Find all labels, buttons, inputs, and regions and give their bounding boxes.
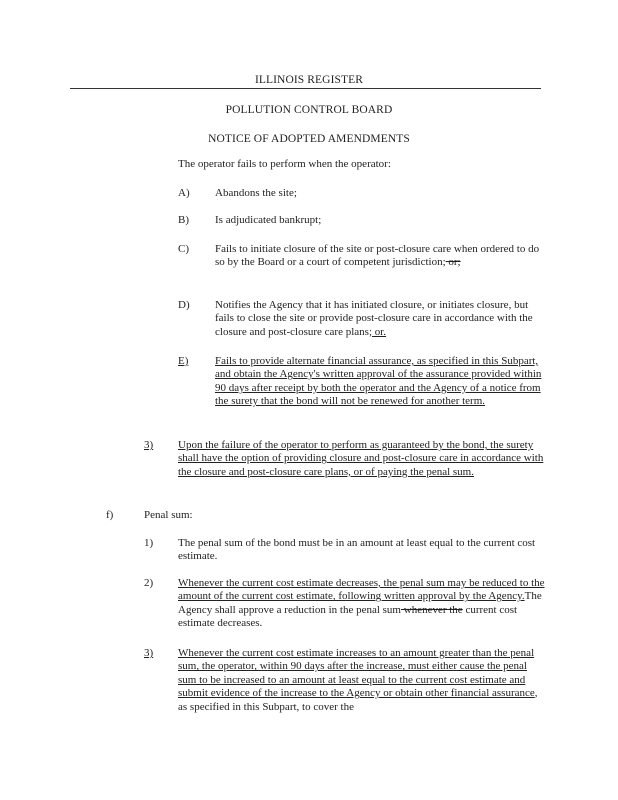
item-d-paragraph [215,299,545,339]
f-item-2-label: 2) [144,577,154,589]
item-d-added: or. [372,325,387,338]
item-a-label: A) [178,187,190,199]
section-f-title: Penal sum: [144,509,193,521]
item-e-text: Fails to provide alternate financial assurance, as specified in this Subpart, and obtain the Agency's written approval of the assurance provided within 90 days after receipt by both the operator and the Agency of a notice from the surety that the bond will not be renewed for another term. [215,355,542,408]
item-c-label: C) [178,243,189,255]
item-c-struck: or; [445,256,461,269]
register-title: ILLINOIS REGISTER [254,74,364,86]
item-e-label: E) [178,355,189,367]
notice-title: NOTICE OF ADOPTED AMENDMENTS [208,133,410,145]
item-3-text: Upon the failure of the operator to perform as guaranteed by the bond, the surety shall have the option of providing closure and post-closure care in accordance with the closure and post-closure care plans, or of paying the penal sum. [178,439,544,478]
item-d-text: Notifies the Agency that it has initiated closure, or initiates closure, but fails to close the site or provide post-closure care in accordance with the closure and post-closure care plans; [215,299,533,338]
item-c-text: Fails to initiate closure of the site or post-closure care when ordered to do so by the Board or a court of competent jurisdiction; [215,243,540,269]
board-title: POLLUTION CONTROL BOARD [225,104,393,116]
f-item-2-struck: whenever the [401,603,463,616]
item-a-text: Abandons the site; [215,187,297,199]
f-item-1-text: The penal sum of the bond must be in an amount at least equal to the current cost estimate. [178,537,536,563]
f-item-3-paragraph [178,647,545,714]
item-c-paragraph [215,243,545,270]
intro-text: The operator fails to perform when the operator: [178,158,391,170]
f-item-2-tail: current cost estimate decreases. [178,603,518,630]
f-item-2-text: The Agency shall approve a reduction in the penal sum [178,590,542,616]
f-item-2-added: Whenever the current cost estimate decreases, the penal sum may be reduced to the amount of the current cost estimate, following written approval by the Agency. [178,577,545,603]
item-b-text: Is adjudicated bankrupt; [215,214,322,226]
item-d-label: D) [178,299,190,311]
header-rule [70,88,541,89]
section-f-label: f) [106,509,114,521]
item-3-label: 3) [144,439,154,451]
f-item-3-label: 3) [144,647,154,659]
f-item-3-added: Whenever the current cost estimate increases to an amount greater than the penal sum, the operator, within 90 days after the increase, must either cause the penal sum to be increased to an amount at least equal to the current cost estimate and submit evidence of the increase to the Agency or obtain other financial assurance [178,647,535,700]
f-item-3-text: , as specified in this Subpart, to cover the [178,687,538,713]
f-item-1-label: 1) [144,537,154,549]
item-b-label: B) [178,214,189,226]
f-item-2-paragraph [178,577,545,631]
